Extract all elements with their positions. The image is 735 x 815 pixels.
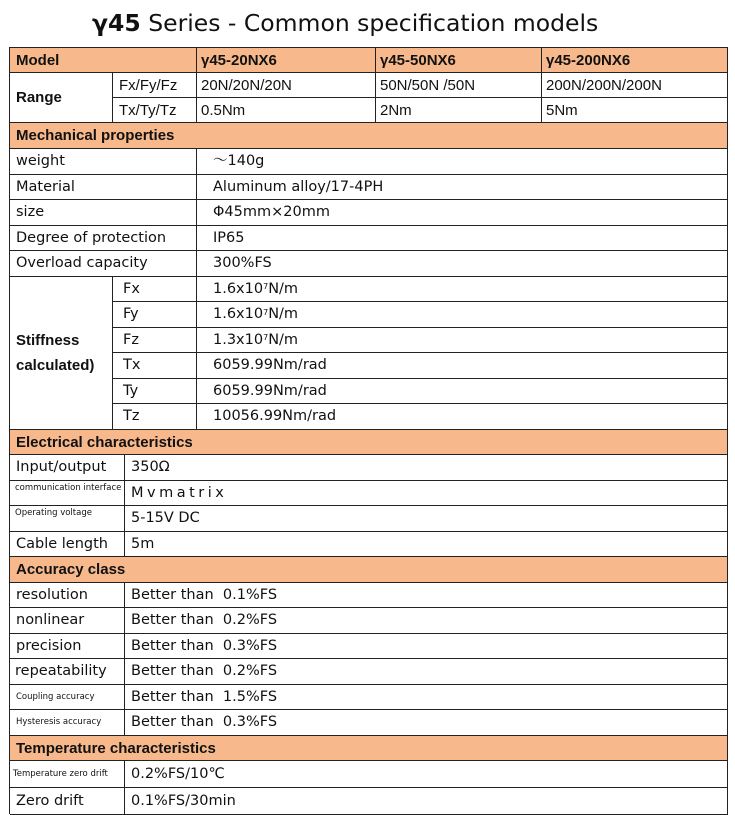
title-text: Series - Common specification models: [140, 9, 599, 37]
range-force-3: 200N/200N/200N: [542, 73, 728, 98]
section-accuracy: Accuracy class: [10, 557, 728, 583]
range-force-1: 20N/20N/20N: [197, 73, 376, 98]
size-value: Φ45mm×20mm: [197, 200, 728, 226]
resolution-label: resolution: [10, 583, 125, 608]
range-force-2: 50N/50N /50N: [376, 73, 542, 98]
zero-drift-value: 0.1%FS/30min: [125, 788, 728, 815]
spec-table: [9, 47, 728, 814]
section-mechanical: Mechanical properties: [10, 123, 728, 149]
range-torque-3: 5Nm: [542, 98, 728, 123]
overload-value: 300%FS: [197, 251, 728, 277]
nonlinear-label: nonlinear: [10, 608, 125, 634]
hysteresis-value: Better than 0.3%FS: [125, 710, 728, 736]
section-electrical: Electrical characteristics: [10, 430, 728, 455]
cable-label: Cable length: [10, 532, 125, 557]
stiffness-value-fz: 1.3x10 $^7$ N/m: [197, 328, 728, 353]
model-col-1: γ45-20NX6: [197, 48, 376, 73]
material-value: Aluminum alloy/17-4PH: [197, 175, 728, 200]
nonlinear-value: Better than 0.2%FS: [125, 608, 728, 634]
cable-value: 5m: [125, 532, 728, 557]
range-force-label: Fx/Fy/Fz: [113, 73, 197, 98]
page-title: [92, 6, 598, 40]
precision-value: Better than 0.3%FS: [125, 634, 728, 659]
overload-label: Overload capacity: [10, 251, 197, 277]
repeatability-value: Better than 0.2%FS: [125, 659, 728, 685]
stiffness-axis-tx: Tx: [113, 353, 197, 379]
coupling-value: Better than 1.5%FS: [125, 685, 728, 710]
precision-label: precision: [10, 634, 125, 659]
comm-value: Mvmatrix: [125, 481, 728, 506]
stiffness-value-fy: 1.6x10 $^7$ N/m: [197, 302, 728, 328]
model-col-3: γ45-200NX6: [542, 48, 728, 73]
hysteresis-label: Hysteresis accuracy: [10, 710, 125, 736]
io-label: Input/output: [10, 455, 125, 481]
range-label: Range: [10, 73, 113, 123]
voltage-label: Operating voltage: [10, 506, 125, 532]
voltage-value: 5-15V DC: [125, 506, 728, 532]
section-temperature: Temperature characteristics: [10, 736, 728, 761]
weight-label: weight: [10, 149, 197, 175]
temp-drift-value: 0.2%FS/10℃: [125, 761, 728, 788]
range-torque-2: 2Nm: [376, 98, 542, 123]
title-model: γ45: [92, 9, 141, 37]
stiffness-value-ty: 6059.99Nm/rad: [197, 379, 728, 404]
io-value: 350Ω: [125, 455, 728, 481]
stiffness-value-tx: 6059.99Nm/rad: [197, 353, 728, 379]
stiffness-axis-fx: Fx: [113, 277, 197, 302]
material-label: Material: [10, 175, 197, 200]
temp-drift-label: Temperature zero drift: [10, 761, 125, 788]
repeatability-label: repeatability: [10, 659, 125, 685]
protection-label: Degree of protection: [10, 226, 197, 251]
comm-label: communication interface: [10, 481, 125, 506]
protection-value: IP65: [197, 226, 728, 251]
range-torque-1: 0.5Nm: [197, 98, 376, 123]
coupling-label: Coupling accuracy: [10, 685, 125, 710]
weight-value: ～140g: [197, 149, 728, 175]
range-torque-label: Tx/Ty/Tz: [113, 98, 197, 123]
size-label: size: [10, 200, 197, 226]
zero-drift-label: Zero drift: [10, 788, 125, 815]
stiffness-axis-fy: Fy: [113, 302, 197, 328]
stiffness-axis-tz: Tz: [113, 404, 197, 430]
stiffness-value-fx: 1.6x10 $^7$ N/m: [197, 277, 728, 302]
stiffness-label: Stiffness calculated): [10, 277, 113, 430]
stiffness-value-tz: 10056.99Nm/rad: [197, 404, 728, 430]
resolution-value: Better than 0.1%FS: [125, 583, 728, 608]
stiffness-axis-fz: Fz: [113, 328, 197, 353]
model-header: Model: [10, 48, 197, 73]
model-col-2: γ45-50NX6: [376, 48, 542, 73]
stiffness-axis-ty: Ty: [113, 379, 197, 404]
